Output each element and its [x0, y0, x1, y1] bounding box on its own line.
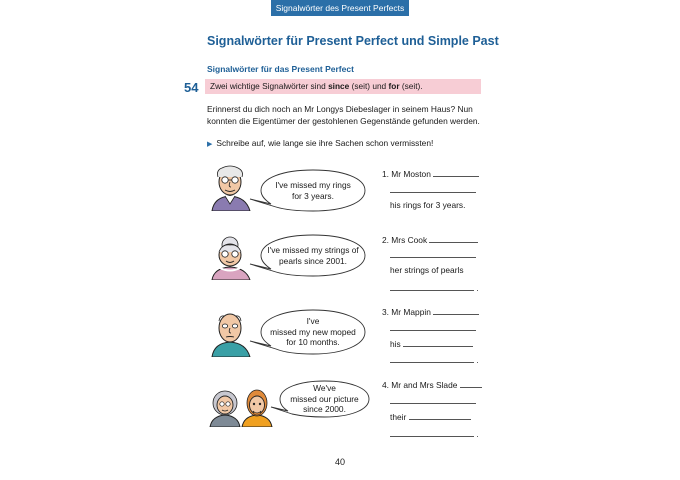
bubble-text: I've missed my rings for 3 years. [275, 180, 351, 201]
rule-box [205, 79, 481, 94]
intro-text: Erinnerst du dich noch an Mr Longys Diebeslager in seinem Haus? Nun konnten die Eigentümer der gestohlenen Gegenstände gefunden werden. [207, 104, 480, 126]
answer-label: 2. Mrs Cook [382, 234, 478, 245]
instruction [207, 137, 487, 151]
page-title: Signalwörter für Present Perfect und Simple Past [207, 34, 499, 48]
rule-text-post: (seit). [399, 81, 423, 91]
answer-line: . [390, 428, 479, 439]
answer-label: 3. Mr Mappin [382, 306, 479, 317]
answer-blank[interactable] [460, 379, 482, 388]
answer-line: his [390, 338, 473, 349]
rule-since: since [328, 81, 350, 91]
answer-blank[interactable] [433, 306, 479, 315]
answer-blank[interactable] [433, 168, 479, 177]
speech-bubble [277, 380, 372, 418]
answer-blank[interactable] [390, 428, 474, 437]
rule-text-pre: Zwei wichtige Signalwörter sind [210, 81, 329, 91]
answer-label: 4. Mr and Mrs Slade [382, 379, 482, 390]
exercise-number: 54 [184, 80, 199, 95]
bubble-text: I've missed my new moped for 10 months. [270, 316, 356, 348]
answer-line: . [390, 354, 479, 365]
header-tab [271, 0, 409, 16]
answer-line: their [390, 411, 471, 422]
instruction-text: Schreibe auf, wie lange sie ihre Sachen schon vermissten! [216, 138, 434, 148]
answer-line [390, 184, 476, 195]
speech-bubble [258, 309, 368, 355]
bubble-text: I've missed my strings of pearls since 2001. [267, 245, 359, 266]
answer-blank[interactable] [403, 338, 473, 347]
header-tab-label: Signalwörter des Present Perfects [275, 3, 405, 13]
answer-label: 1. Mr Moston [382, 168, 479, 179]
answer-line [390, 322, 476, 333]
answer-line: . [390, 282, 479, 293]
answer-blank[interactable] [390, 184, 476, 193]
mrs-cook-illustration [208, 236, 254, 280]
answer-line: her strings of pearls [390, 265, 464, 275]
answer-blank[interactable] [390, 249, 476, 258]
answer-blank[interactable] [390, 282, 474, 291]
mr-moston-illustration [208, 163, 254, 211]
answer-blank[interactable] [429, 234, 478, 243]
answer-line [390, 395, 476, 406]
answer-blank[interactable] [409, 411, 471, 420]
answer-line: his rings for 3 years. [390, 200, 466, 210]
rule-for: for [388, 81, 400, 91]
answer-blank[interactable] [390, 354, 474, 363]
bubble-text: We've missed our picture since 2000. [290, 383, 359, 415]
mr-mappin-illustration [208, 309, 254, 357]
section-title: Signalwörter für das Present Perfect [207, 64, 354, 74]
speech-bubble [258, 234, 368, 277]
rule-text-mid: (seit) und [349, 81, 389, 91]
answer-blank[interactable] [390, 395, 476, 404]
speech-bubble [258, 169, 368, 212]
triangle-right-icon: ▶ [207, 141, 213, 148]
answer-line [390, 249, 476, 260]
page-number: 40 [334, 457, 345, 467]
answer-blank[interactable] [390, 322, 476, 331]
mr-and-mrs-slade-illustration [208, 385, 274, 427]
